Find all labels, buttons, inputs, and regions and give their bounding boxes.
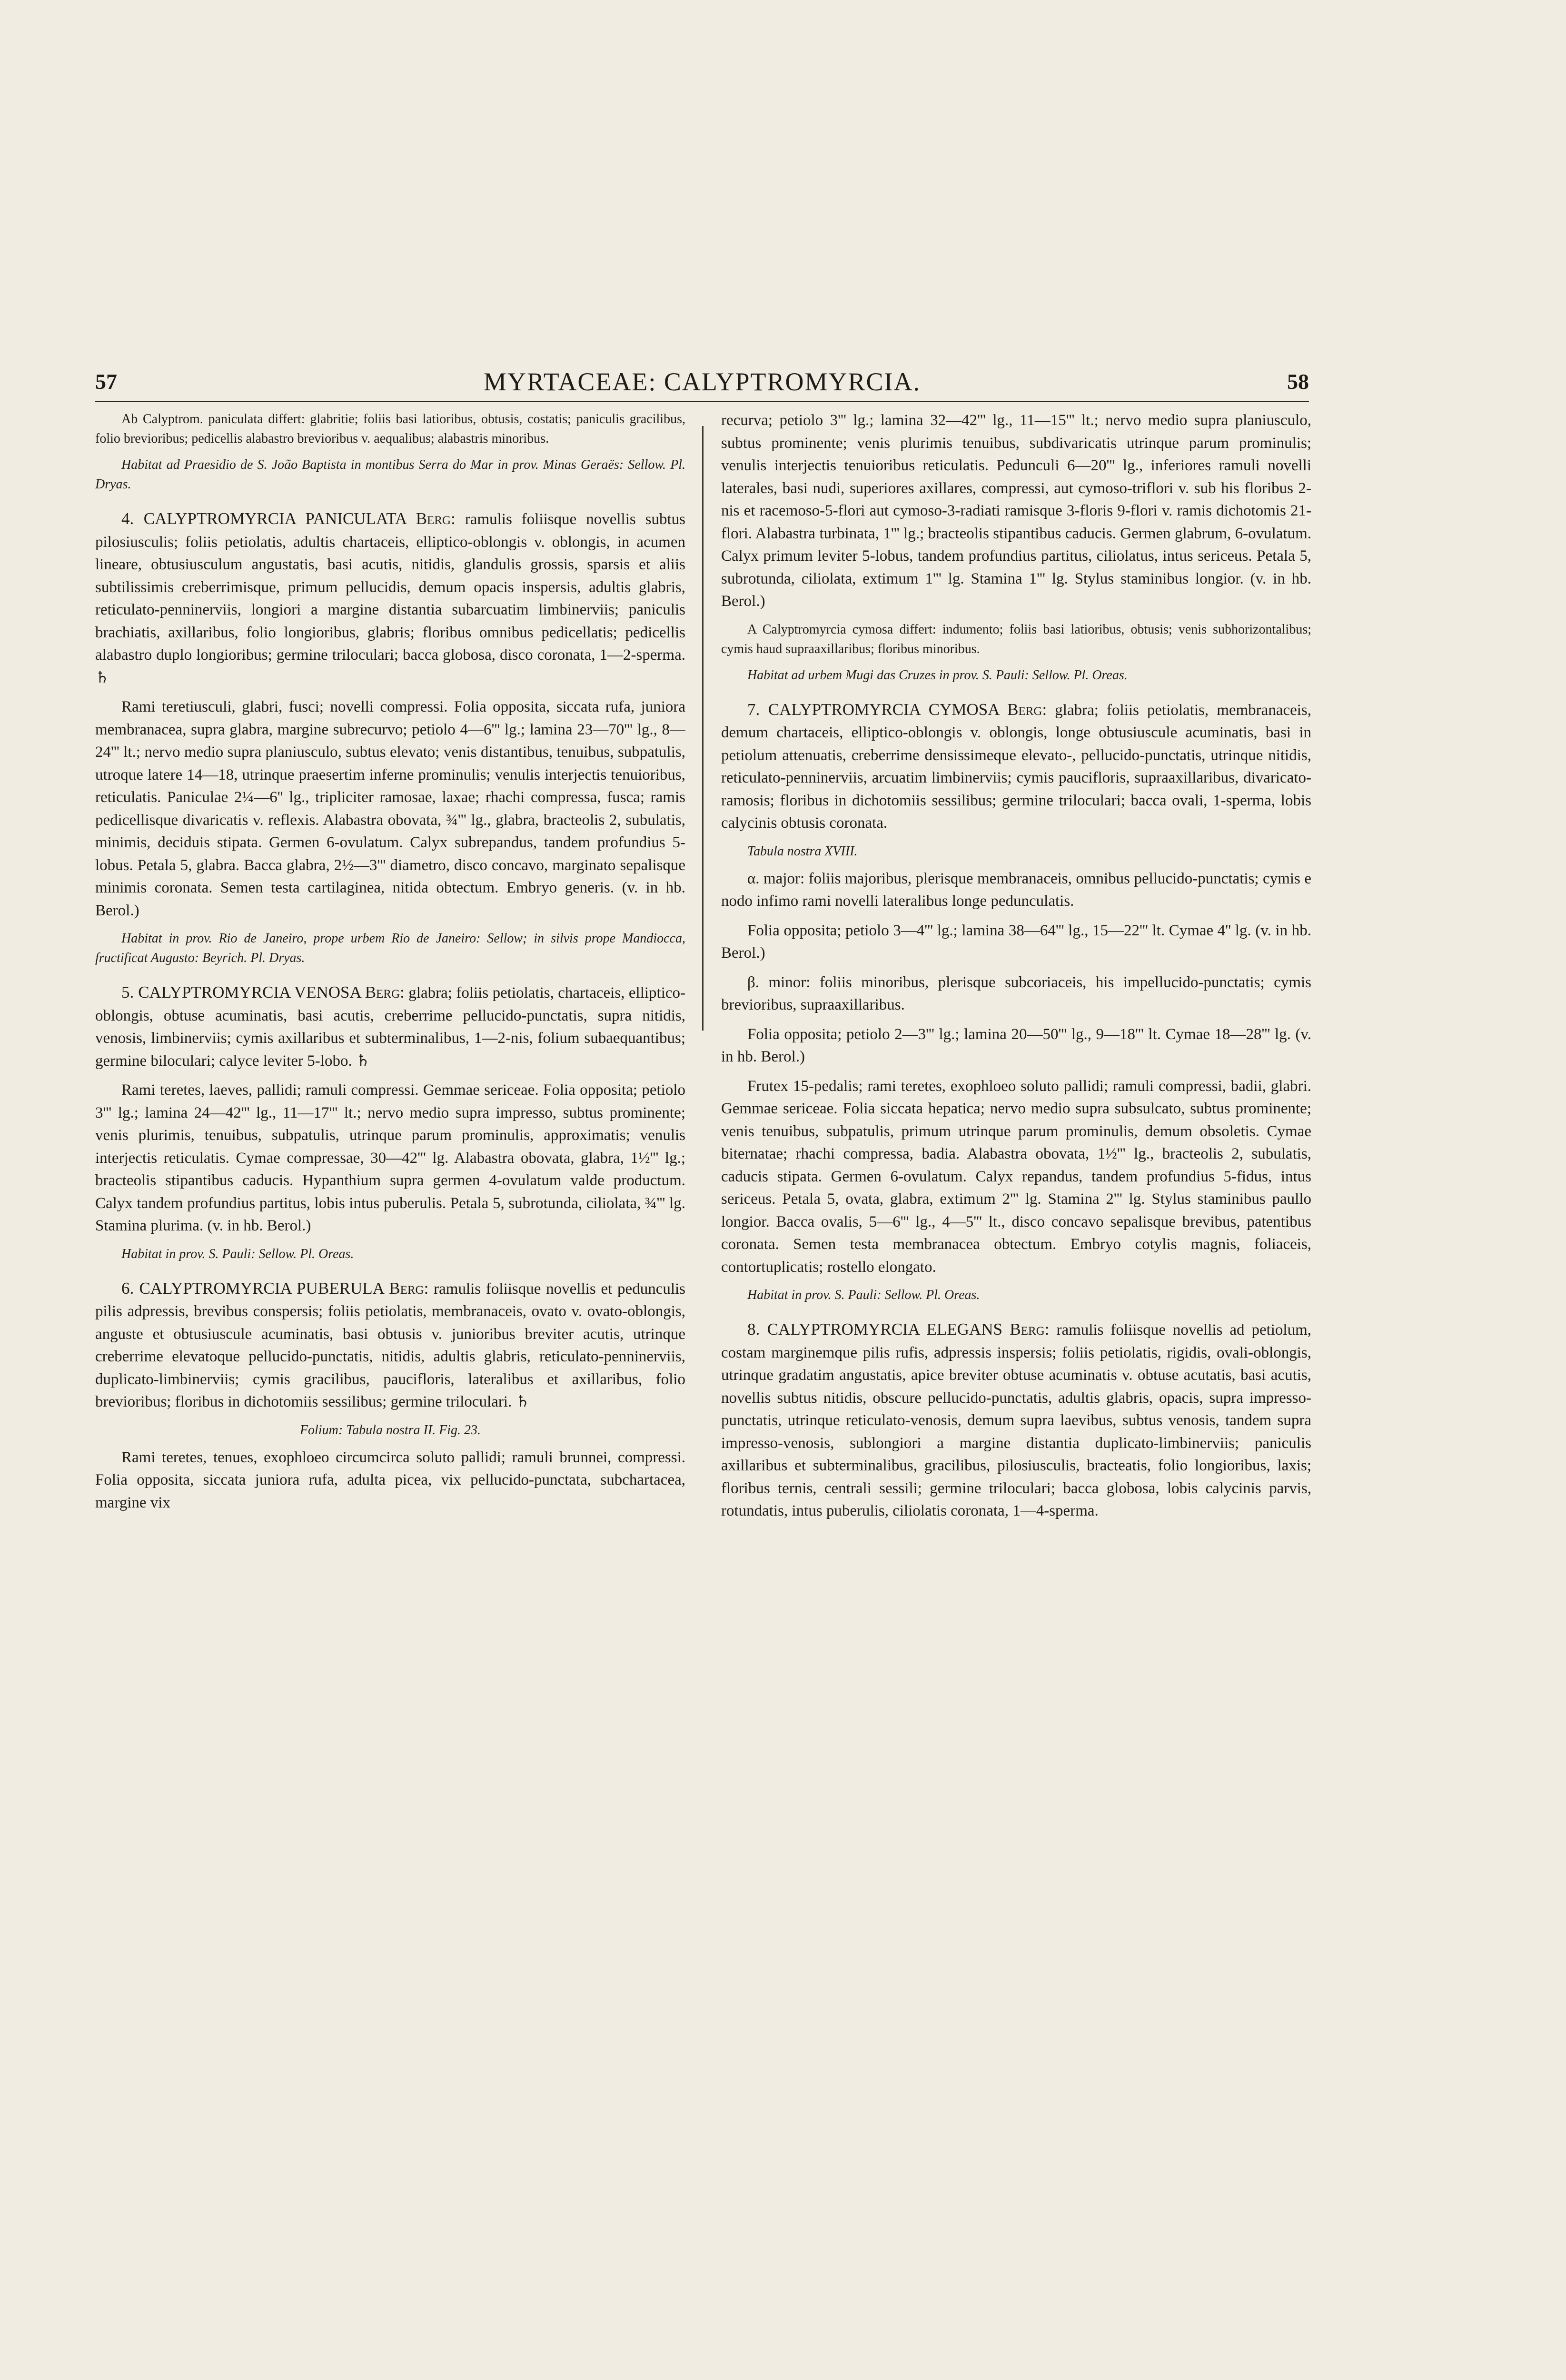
species-5-habitat: Habitat in prov. S. Pauli: Sellow. Pl. Oreas.	[121, 1246, 354, 1261]
species-4-diagnosis: ramulis foliisque novellis subtus pilosiusculis; foliis petiolatis, adultis chartaceis, elliptico-oblongis v. oblongis, in acumen lineare, obtusiusculum angustatis, basi acutis, nitidis, glandulis grossis, sparsis et aliis subtilissimis creberrimisque, primum pellucidis, demum opacis inspersis, adultis glabris, reticulato-penninerviis, longiori a margine distantia subarcuatim limbinerviis; paniculis brachiatis, axillaribus, folio longioribus, glabris; floribus omnibus pedicellatis; pedicellis alabastro duplo longioribus; germine triloculari; bacca globosa, disco coronata, 1—2-sperma. ♄	[95, 511, 685, 686]
species-7-variety-beta: β. minor: foliis minoribus, plerisque subcoriaceis, his impellucido-punctatis; cymis brevioribus, supraaxillaribus.	[721, 973, 1311, 1013]
species-4-heading: 4. CALYPTROMYRCIA PANICULATA Berg:	[121, 509, 456, 528]
left-column	[95, 409, 685, 2313]
intro-habitat: Habitat ad Praesidio de S. João Baptista in montibus Serra do Mar in prov. Minas Geraës: Sellow. Pl. Dryas.	[95, 457, 685, 492]
species-4	[95, 507, 685, 689]
species-7-diagnosis: glabra; foliis petiolatis, membranaceis, demum chartaceis, elliptico-oblongis v. oblongis, longe obtusiuscule acuminatis, basi in petiolum attenuatis, creberrime densissimeque elevato-, pellucido-punctatis, utrinque nitidis, reticulato-penninerviis, arcuatim limbinerviis; cymis paucifloris, supraaxillaribus, divaricato-ramosis; floribus in dichotomiis sessilibus; germine triloculari; bacca ovali, 1-sperma, lobis calycinis obtusis coronata.	[721, 701, 1311, 832]
species-5	[95, 981, 685, 1072]
species-8-heading: 8. CALYPTROMYRCIA ELEGANS Berg:	[747, 1320, 1050, 1339]
species-6-note: A Calyptromyrcia cymosa differt: indumento; foliis basi latioribus, obtusis; venis subhorizontalibus; cymis haud supraaxillaribus; floribus minoribus.	[721, 622, 1311, 656]
species-7-description: Frutex 15-pedalis; rami teretes, exophloeo soluto pallidi; ramuli compressi, badii, glabri. Gemmae sericeae. Folia siccata hepatica; nervo medio supra subsulcato, subtus prominente; venis tenuibus, subpatulis, primum utrinque parum prominulis, demum obsoletis. Cymae biternatae; rhachi compressa, badia. Alabastra obovata, 1½''' lg., bracteolis 2, subulatis, caducis stipata. Germen 6-ovulatum. Calyx repandus, tandem profundius 5-fidus, intus sericeus. Petala 5, ovata, glabra, extimum 2''' lg. Stamina 2''' lg. Stylus staminibus paullo longior. Bacca ovalis, 5—6''' lg., 4—5''' lt., disco concavo sepalisque brevibus, patentibus coronata. Semen testa membranacea obtectum. Embryo cotylis magnis, foliaceis, contortuplicatis; rostello elongato.	[721, 1077, 1311, 1276]
species-7-variety-alpha: α. major: foliis majoribus, plerisque membranaceis, omnibus pellucido-punctatis; cymis e nodo infimo rami novelli lateralibus longe pedunculatis.	[721, 870, 1311, 910]
species-6	[95, 1277, 685, 1414]
species-7-tabula-reference: Tabula nostra XVIII.	[747, 843, 858, 859]
column-divider	[702, 426, 704, 1031]
species-4-habitat: Habitat in prov. Rio de Janeiro, prope urbem Rio de Janeiro: Sellow; in silvis prope Mandiocca, fructificat Augusto: Beyrich. Pl. Dryas.	[95, 931, 685, 965]
page-number-left: 57	[95, 369, 117, 394]
species-4-description: Rami teretiusculi, glabri, fusci; novelli compressi. Folia opposita, siccata rufa, juniora membranacea, supra glabra, margine subrecurvo; petiolo 4—6''' lg.; lamina 23—70''' lg., 8—24''' lt.; nervo medio supra planiusculo, subtus elevato; venis distantibus, tenuibus, subpatulis, utroque latere 14—18, utrinque praesertim inferne prominulis; venulis interjectis tenuioribus, reticulatis. Paniculae 2¼—6'' lg., tripliciter ramosae, laxae; rhachi compressa, fusca; ramis pedicellisque divaricatis v. reflexis. Alabastra obovata, ¾''' lg., glabra, bracteolis 2, subulatis, minimis, deciduis stipata. Germen 6-ovulatum. Calyx subrepandus, tandem profundius 5-lobus. Petala 5, glabra. Bacca glabra, 2½—3''' diametro, disco concavo, marginato sepalisque minimis coronata. Semen testa cartilaginea, nitida obtectum. Embryo generis. (v. in hb. Berol.)	[95, 698, 685, 919]
species-6-habitat: Habitat ad urbem Mugi das Cruzes in prov. S. Pauli: Sellow. Pl. Oreas.	[747, 667, 1128, 683]
running-title: MYRTACEAE: CALYPTROMYRCIA.	[483, 367, 921, 396]
species-7-heading: 7. CALYPTROMYRCIA CYMOSA Berg:	[747, 700, 1047, 719]
species-6-description: Rami teretes, tenues, exophloeo circumcirca soluto pallidi; ramuli brunnei, compressi. Folia opposita, siccata juniora rufa, adulta picea, vix pellucido-punctata, subchartacea, margine vix	[95, 1448, 685, 1511]
species-6-heading: 6. CALYPTROMYRCIA PUBERULA Berg:	[121, 1279, 429, 1298]
species-5-description: Rami teretes, laeves, pallidi; ramuli compressi. Gemmae sericeae. Folia opposita; petiolo 3''' lg.; lamina 24—42''' lg., 11—17''' lt.; nervo medio supra impresso, subtus prominente; venis plurimis, tenuibus, subpatulis, utrinque parum prominulis, approximatis; venulis interjectis reticulatis. Cymae compressae, 30—42''' lg. Alabastra obovata, glabra, 1½''' lg.; bracteolis stipantibus caducis. Hypanthium supra germen 4-ovulatum valde productum. Calyx tandem profundius partitus, lobis intus puberulis. Petala 5, subrotunda, ciliolata, ¾''' lg. Stamina plurima. (v. in hb. Berol.)	[95, 1081, 685, 1234]
species-5-heading: 5. CALYPTROMYRCIA VENOSA Berg:	[121, 983, 405, 1002]
species-7	[721, 698, 1311, 835]
species-7-habitat: Habitat in prov. S. Pauli: Sellow. Pl. Oreas.	[747, 1288, 980, 1302]
species-6-folium-reference: Folium: Tabula nostra II. Fig. 23.	[299, 1422, 481, 1438]
page-header	[95, 367, 1309, 401]
intro-note: Ab Calyptrom. paniculata differt: glabritie; foliis basi latioribus, obtusis, costatis; paniculis gracilibus, folio brevioribus; pedicellis alabastro brevioribus v. aequalibus; alabastris minoribus.	[95, 412, 685, 446]
species-7-variety-alpha-description: Folia opposita; petiolo 3—4''' lg.; lamina 38—64''' lg., 15—22''' lt. Cymae 4'' lg. (v. in hb. Berol.)	[721, 922, 1311, 962]
page-number-right: 58	[1287, 369, 1309, 394]
species-6-diagnosis: ramulis foliisque novellis et pedunculis pilis adpressis, brevibus conspersis; foliis petiolatis, membranaceis, ovato v. ovato-oblongis, anguste et obtusiuscule acuminatis, basi obtusis v. junioribus breviter acutis, utrinque creberrime elevatoque pellucido-punctatis, nitidis, adultis glabris, reticulato-penninerviis, duplicato-limbinerviis; cymis gracilibus, paucifloris, lateralibus et axillaribus, folio brevioribus; floribus in dichotomiis sessilibus; germine triloculari. ♄	[95, 1280, 685, 1410]
species-5-diagnosis: glabra; foliis petiolatis, chartaceis, elliptico-oblongis, obtuse acuminatis, basi acutis, creberrime pellucido-punctatis, supra nitidis, venosis, limbinerviis; cymis axillaribus et subterminalibus, 1—2-nis, folium subaequantibus; germine biloculari; calyce leviter 5-lobo. ♄	[95, 984, 685, 1070]
species-8-diagnosis: ramulis foliisque novellis ad petiolum, costam marginemque pilis rufis, adpressis inspersis; foliis petiolatis, rigidis, ovali-oblongis, utrinque gradatim angustatis, apice breviter obtuse acuminatis v. obtuse acutatis, basi acutis, novellis subtus nitidis, obscure pellucido-punctatis, adultis glabris, opacis, supra impresso-punctatis, utrinque reticulato-venosis, demum supra laevibus, subtus venosis, tandem supra impresso-venosis, sublongiori a margine distantia duplicato-limbinerviis; paniculis axillaribus et subterminalibus, gracilibus, pilosiusculis, bracteatis, folio longioribus, laxis; floribus ternis, centrali sessili; germine triloculari; bacca globosa, lobis calycinis parvis, rotundatis, intus puberulis, ciliolatis coronata, 1—4-sperma.	[721, 1321, 1311, 1519]
species-7-variety-beta-description: Folia opposita; petiolo 2—3''' lg.; lamina 20—50''' lg., 9—18''' lt. Cymae 18—28''' lg. (v. in hb. Berol.)	[721, 1025, 1311, 1065]
right-column	[721, 409, 1311, 2313]
header-rule	[95, 401, 1309, 402]
species-8	[721, 1318, 1311, 1523]
species-6-description-continued: recurva; petiolo 3''' lg.; lamina 32—42''' lg., 11—15''' lt.; nervo medio supra planiusculo, subtus prominente; venis plurimis tenuibus, subdivaricatis utrinque parum prominulis; venulis interjectis tenuioribus reticulatis. Pedunculi 6—20''' lg., inferiores ramuli novelli laterales, basi nudi, superiores axillares, compressi, aut cymoso-triflori v. sub his floribus 2-nis et racemoso-5-flori aut cymoso-3-radiati ramisque 3-floris 9-flori v. ramis dichotomis 21-flori. Alabastra turbinata, 1''' lg.; bracteolis stipantibus caducis. Germen glabrum, 6-ovulatum. Calyx primum leviter 5-lobus, tandem profundius partitus, ciliolatus, intus sericeus. Petala 5, subrotunda, ciliolata, extimum 1''' lg. Stamina 1''' lg. Stylus staminibus longior. (v. in hb. Berol.)	[721, 412, 1311, 610]
